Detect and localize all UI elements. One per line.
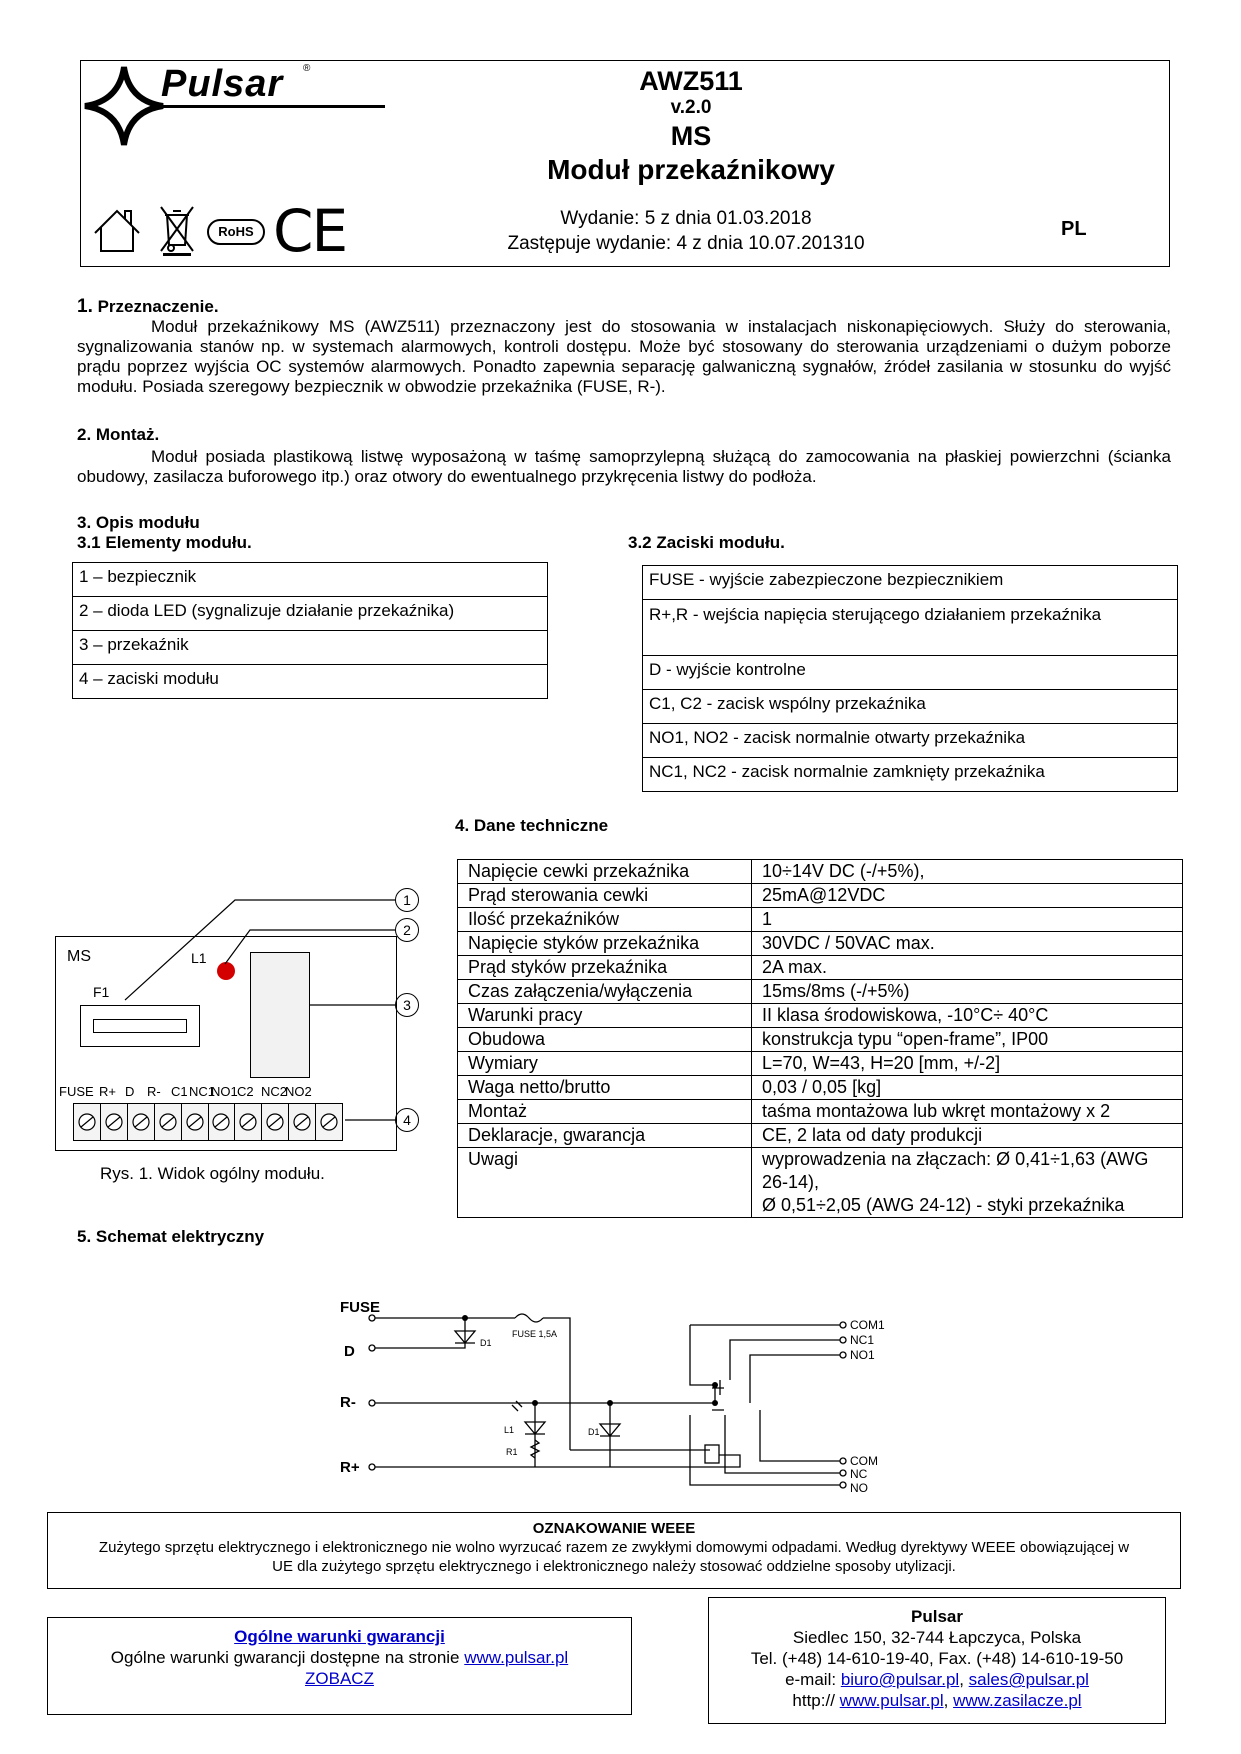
schematic-d1b-label: D1 bbox=[588, 1427, 600, 1437]
tech-key: Napięcie styków przekaźnika bbox=[458, 932, 752, 956]
module-figure bbox=[55, 860, 445, 1183]
table-row bbox=[73, 665, 548, 699]
tech-key: Czas załączenia/wyłączenia bbox=[458, 980, 752, 1004]
terminal-label: NC1 bbox=[189, 1084, 216, 1099]
schematic-nc1-label: NC1 bbox=[850, 1333, 875, 1347]
terminal-label: FUSE bbox=[59, 1084, 94, 1099]
table-row bbox=[643, 600, 1178, 656]
schematic-com-label: COM bbox=[850, 1454, 878, 1468]
terminal-label: R- bbox=[147, 1084, 161, 1099]
table-cell: R+,R - wejścia napięcia sterującego działaniem przekaźnika bbox=[643, 600, 1178, 656]
table-cell: 3 – przekaźnik bbox=[73, 631, 548, 665]
ce-mark: CE bbox=[273, 197, 347, 265]
tech-key: Deklaracje, gwarancja bbox=[458, 1124, 752, 1148]
table-cell: 4 – zaciski modułu bbox=[73, 665, 548, 699]
screw-icon bbox=[185, 1112, 205, 1132]
tech-value: wyprowadzenia na złączach: Ø 0,41÷1,63 (AWG 26-14), Ø 0,51÷2,05 (AWG 24-12) - styki przekaźnika bbox=[752, 1148, 1183, 1218]
table-cell: 2 – dioda LED (sygnalizuje działanie przekaźnika) bbox=[73, 597, 548, 631]
company-web-line: http:// www.pulsar.pl, www.zasilacze.pl bbox=[792, 1691, 1082, 1710]
table-cell: C1, C2 - zacisk wspólny przekaźnika bbox=[643, 690, 1178, 724]
tech-key: Ilość przekaźników bbox=[458, 908, 752, 932]
terminal-screw bbox=[289, 1104, 316, 1140]
schematic-fuse-label: FUSE bbox=[340, 1299, 381, 1316]
tech-key: Prąd sterowania cewki bbox=[458, 884, 752, 908]
warranty-text: Ogólne warunki gwarancji dostępne na stronie bbox=[110, 1648, 460, 1667]
edition-info bbox=[421, 207, 951, 256]
model-number: AWZ511 bbox=[639, 66, 743, 96]
tech-row bbox=[458, 1148, 1183, 1218]
table-row bbox=[643, 656, 1178, 690]
language-code: PL bbox=[1061, 218, 1087, 240]
section-1-text: Moduł przekaźnikowy MS (AWZ511) przeznaczony jest do stosowania w instalacjach niskonapięciowych. Służy do sterowania, sygnalizowania stanów np. w systemach alarmowych, kontroli dostępu. Może być stosowany do sterowania urządzeniami o dużym poborze prądu poprzez wyjścia OC systemów alarmowych. Ponadto zapewnia separację galwaniczną sygnałów, źródeł zasilania w stosunku do wyjść modułu. Posiada szeregowy bezpiecznik w obwodzie przekaźnika (FUSE, R-). bbox=[77, 317, 1171, 396]
email-link-biuro[interactable]: biuro@pulsar.pl bbox=[840, 1670, 960, 1689]
weee-box bbox=[47, 1512, 1181, 1589]
table-row bbox=[643, 758, 1178, 792]
schematic-l1-label: L1 bbox=[504, 1425, 515, 1435]
table-cell: FUSE - wyjście zabezpieczone bezpiecznikiem bbox=[643, 566, 1178, 600]
schematic-no1-label: NO1 bbox=[850, 1348, 875, 1362]
screw-icon bbox=[238, 1112, 258, 1132]
tech-value: 0,03 / 0,05 [kg] bbox=[752, 1076, 1183, 1100]
table-cell: 1 – bezpiecznik bbox=[73, 563, 548, 597]
tech-value: konstrukcja typu “open-frame”, IP00 bbox=[752, 1028, 1183, 1052]
terminal-label: C1 bbox=[171, 1084, 188, 1099]
version: v.2.0 bbox=[670, 97, 712, 119]
tech-key: Obudowa bbox=[458, 1028, 752, 1052]
tech-row bbox=[458, 932, 1183, 956]
product-name: Moduł przekaźnikowy bbox=[547, 153, 835, 185]
tech-row bbox=[458, 908, 1183, 932]
tech-row bbox=[458, 1028, 1183, 1052]
table-cell: NC1, NC2 - zacisk normalnie zamknięty przekaźnika bbox=[643, 758, 1178, 792]
tech-value: taśma montażowa lub wkręt montażowy x 2 bbox=[752, 1100, 1183, 1124]
screw-icon bbox=[319, 1112, 339, 1132]
tech-row bbox=[458, 980, 1183, 1004]
schematic-r-minus-label: R- bbox=[340, 1394, 356, 1411]
screw-icon bbox=[211, 1112, 231, 1132]
warranty-box bbox=[47, 1617, 632, 1715]
schematic-no-label: NO bbox=[850, 1481, 868, 1495]
tech-value: L=70, W=43, H=20 [mm, +/-2] bbox=[752, 1052, 1183, 1076]
tech-row bbox=[458, 1076, 1183, 1100]
module-label: MS bbox=[67, 948, 91, 965]
schematic-r-plus-label: R+ bbox=[340, 1459, 360, 1476]
terminal-screw bbox=[316, 1104, 342, 1140]
tech-key: Montaż bbox=[458, 1100, 752, 1124]
tech-value: 10÷14V DC (-/+5%), bbox=[752, 860, 1183, 884]
tech-row bbox=[458, 860, 1183, 884]
company-phone: Tel. (+48) 14-610-19-40, Fax. (+48) 14-610-19-50 bbox=[750, 1649, 1124, 1668]
tech-row bbox=[458, 1100, 1183, 1124]
table-row bbox=[73, 563, 548, 597]
figure-caption: Rys. 1. Widok ogólny modułu. bbox=[100, 1164, 325, 1183]
product-code: MS bbox=[670, 121, 712, 152]
rohs-badge: RoHS bbox=[207, 219, 265, 245]
tech-key: Warunki pracy bbox=[458, 1004, 752, 1028]
warranty-site-link[interactable]: www.pulsar.pl bbox=[464, 1648, 569, 1667]
terminal-label: NC2 bbox=[261, 1084, 288, 1099]
terminal-label: NO2 bbox=[285, 1084, 312, 1099]
callout-1: 1 bbox=[395, 888, 419, 912]
terminal-screw bbox=[235, 1104, 262, 1140]
table-cell: D - wyjście kontrolne bbox=[643, 656, 1178, 690]
document-header bbox=[80, 60, 1170, 267]
terminal-label: R+ bbox=[99, 1084, 116, 1099]
company-name: Pulsar bbox=[911, 1607, 963, 1626]
tech-value: 15ms/8ms (-/+5%) bbox=[752, 980, 1183, 1004]
warranty-see-link[interactable]: ZOBACZ bbox=[305, 1669, 374, 1688]
table-row bbox=[643, 724, 1178, 758]
tech-key: Napięcie cewki przekaźnika bbox=[458, 860, 752, 884]
callout-4: 4 bbox=[395, 1108, 419, 1132]
terminal-label: C2 bbox=[237, 1084, 254, 1099]
terminal-screw bbox=[128, 1104, 155, 1140]
led-label: L1 bbox=[191, 950, 207, 966]
callout-2: 2 bbox=[395, 918, 419, 942]
elements-table bbox=[72, 562, 548, 699]
table-row bbox=[643, 690, 1178, 724]
callout-3: 3 bbox=[395, 993, 419, 1017]
tech-key: Prąd styków przekaźnika bbox=[458, 956, 752, 980]
terminal-screw bbox=[182, 1104, 209, 1140]
screw-icon bbox=[104, 1112, 124, 1132]
terminal-screw bbox=[262, 1104, 289, 1140]
section-3-2-title: 3.2 Zaciski modułu. bbox=[628, 533, 785, 552]
section-5-title: 5. Schemat elektryczny bbox=[77, 1227, 265, 1246]
screw-icon bbox=[292, 1112, 312, 1132]
section-2-text: Moduł posiada plastikową listwę wyposażoną w taśmę samoprzylepną służącą do zamocowania na płaskiej powierzchni (ścianka obudowy, zasilacza buforowego itp.) oraz otwory do ewentualnego przykręcenia listwy do podłoża. bbox=[77, 447, 1171, 486]
weee-bin-icon bbox=[157, 203, 197, 257]
terminal-strip bbox=[73, 1103, 343, 1141]
schematic-d1-label: D1 bbox=[480, 1338, 492, 1348]
schematic-com1-label: COM1 bbox=[850, 1318, 885, 1332]
section-1-title: 1. Przeznaczenie. bbox=[77, 296, 219, 317]
terminals-table bbox=[642, 565, 1178, 792]
terminal-screw bbox=[101, 1104, 128, 1140]
screw-icon bbox=[131, 1112, 151, 1132]
tech-value: 30VDC / 50VAC max. bbox=[752, 932, 1183, 956]
edition-date: Wydanie: 5 z dnia 01.03.2018 bbox=[560, 208, 812, 229]
schematic-nc-label: NC bbox=[850, 1467, 868, 1481]
tech-key: Wymiary bbox=[458, 1052, 752, 1076]
contact-box bbox=[708, 1597, 1166, 1724]
section-4-title: 4. Dane techniczne bbox=[455, 816, 609, 835]
screw-icon bbox=[265, 1112, 285, 1132]
terminal-screw bbox=[74, 1104, 101, 1140]
email-link-sales[interactable]: sales@pulsar.pl bbox=[968, 1670, 1089, 1689]
tech-row bbox=[458, 1124, 1183, 1148]
tech-key: Uwagi bbox=[458, 1148, 752, 1218]
tech-value: 2A max. bbox=[752, 956, 1183, 980]
schematic-fuse-part: FUSE 1,5A bbox=[512, 1329, 558, 1339]
replaces-edition: Zastępuje wydanie: 4 z dnia 10.07.201310 bbox=[507, 232, 865, 254]
weee-text: Zużytego sprzętu elektrycznego i elektronicznego nie wolno wyrzucać razem ze zwykłymi domowymi odpadami. Według dyrektywy WEEE obowiązującej w UE dla zużytego sprzętu elektrycznego i elektronicznego należy stosować oddzielne sposoby utylizacji. bbox=[98, 1539, 1130, 1575]
schematic-drawing bbox=[340, 1285, 920, 1505]
technical-data-table bbox=[457, 859, 1183, 1218]
tech-row bbox=[458, 884, 1183, 908]
tech-value: CE, 2 lata od daty produkcji bbox=[752, 1124, 1183, 1148]
table-cell: NO1, NO2 - zacisk normalnie otwarty przekaźnika bbox=[643, 724, 1178, 758]
weee-title: OZNAKOWANIE WEEE bbox=[532, 1520, 696, 1537]
terminal-label: D bbox=[125, 1084, 135, 1099]
pulsar-logo-star-icon bbox=[83, 65, 165, 147]
terminal-screw bbox=[155, 1104, 182, 1140]
screw-icon bbox=[158, 1112, 178, 1132]
logo-text: Pulsar bbox=[161, 63, 284, 105]
tech-value: II klasa środowiskowa, -10°C÷ 40°C bbox=[752, 1004, 1183, 1028]
warranty-text-line bbox=[48, 1647, 631, 1668]
tech-row bbox=[458, 1052, 1183, 1076]
schematic-d-label: D bbox=[344, 1343, 355, 1360]
section-2-title: 2. Montaż. bbox=[77, 425, 160, 444]
screw-icon bbox=[77, 1112, 97, 1132]
electrical-schematic bbox=[340, 1285, 920, 1505]
web-link-zasilacze[interactable]: www.zasilacze.pl bbox=[953, 1691, 1082, 1710]
terminal-label: NO1 bbox=[211, 1084, 238, 1099]
section-3-title: 3. Opis modułu bbox=[77, 513, 200, 532]
fuse-label: F1 bbox=[93, 984, 110, 1000]
table-row bbox=[73, 631, 548, 665]
terminal-labels bbox=[59, 1084, 359, 1100]
tech-row bbox=[458, 1004, 1183, 1028]
table-row bbox=[643, 566, 1178, 600]
tech-key: Waga netto/brutto bbox=[458, 1076, 752, 1100]
section-3-1-title: 3.1 Elementy modułu. bbox=[77, 533, 252, 552]
indoor-house-icon bbox=[91, 207, 143, 255]
web-link-pulsar[interactable]: www.pulsar.pl bbox=[839, 1691, 944, 1710]
company-address: Siedlec 150, 32-744 Łapczyca, Polska bbox=[792, 1628, 1082, 1647]
logo-underline bbox=[163, 105, 385, 108]
tech-value: 1 bbox=[752, 908, 1183, 932]
terminal-screw bbox=[209, 1104, 236, 1140]
table-row bbox=[73, 597, 548, 631]
tech-value: 25mA@12VDC bbox=[752, 884, 1183, 908]
company-email-line: e-mail: biuro@pulsar.pl, sales@pulsar.pl bbox=[785, 1670, 1089, 1689]
registered-mark: ® bbox=[303, 63, 311, 74]
warranty-title-link[interactable]: Ogólne warunki gwarancji bbox=[234, 1627, 445, 1646]
tech-row bbox=[458, 956, 1183, 980]
schematic-r1-label: R1 bbox=[506, 1447, 518, 1457]
doc-title bbox=[491, 65, 891, 186]
